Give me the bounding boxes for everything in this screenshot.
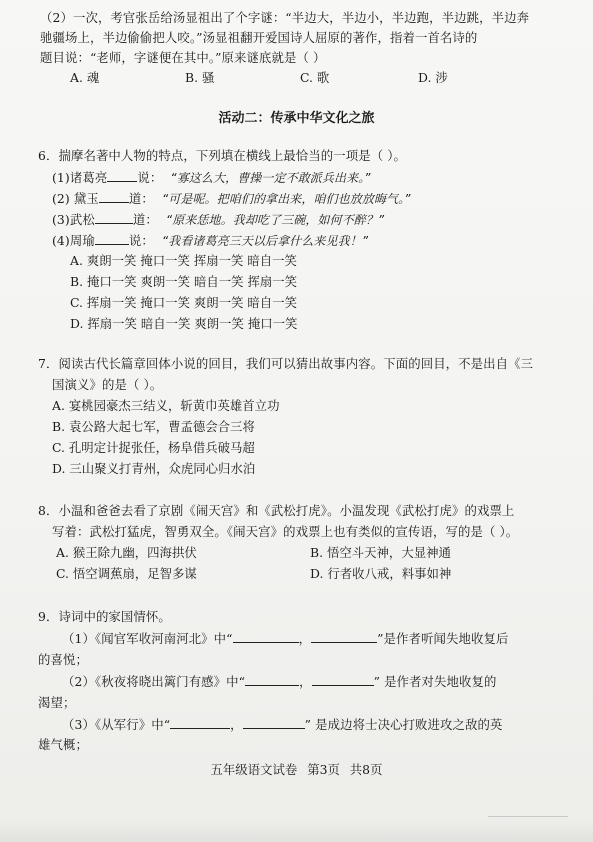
- q7-option-c: C. 孔明定计捉张任，杨阜借兵破马超: [52, 440, 255, 455]
- answer-blank[interactable]: [95, 232, 129, 245]
- q2-line-1: （2）一次，考官张岳给汤显祖出了个字谜：“半边大，半边小，半边跑，半边跳，半边奔: [40, 10, 530, 25]
- q2-option-b: B. 骚: [185, 70, 215, 85]
- q7-option-a: A. 宴桃园豪杰三结义，斩黄巾英雄首立功: [52, 398, 280, 413]
- q9-part-1: [62, 630, 508, 647]
- answer-blank[interactable]: [95, 211, 133, 224]
- q9-part3-sep: ，: [230, 717, 243, 732]
- q6-option-d: D. 挥扇一笑 暗自一笑 爽朗一笑 掩口一笑: [70, 316, 298, 331]
- q6-item-verb: 说：: [128, 233, 154, 248]
- q7-option-d: D. 三山聚义打青州，众虎同心归水泊: [52, 461, 256, 476]
- q6-item-2: [52, 190, 411, 207]
- q9-part1-sep: ，: [298, 631, 312, 646]
- q6-item-3: [52, 211, 384, 228]
- q6-option-c: C. 挥扇一笑 掩口一笑 爽朗一笑 暗自一笑: [70, 295, 297, 310]
- q7-line-2: 国演义》的是（ ）。: [52, 377, 163, 392]
- answer-blank[interactable]: [243, 716, 305, 729]
- answer-blank[interactable]: [99, 190, 129, 203]
- q9-part2-text-a: （2）《秋夜将晓出篱门有感》中“: [62, 674, 246, 689]
- q2-line-3: 题目说：“老师，字谜便在其中。”原来谜底就是（ ）: [40, 50, 326, 65]
- q8-line-1: 8．小温和爸爸去看了京剧《闹天宫》和《武松打虎》。小温发现《武松打虎》的戏票上: [38, 503, 515, 518]
- q9-part2-text-b: ” 是作者对失地收复的: [373, 674, 497, 689]
- q6-option-b: B. 掩口一笑 爽朗一笑 暗自一笑 挥扇一笑: [70, 274, 298, 289]
- q9-part2-cont: 渴望；: [38, 695, 76, 710]
- q2-option-a: A. 魂: [70, 70, 100, 85]
- q8-option-c: C. 悟空调蕉扇，足智多谋: [56, 566, 197, 581]
- q2-option-c: C. 歌: [300, 70, 330, 85]
- q6-item-verb: 道：: [132, 212, 158, 227]
- q8-option-a: A. 猴王除九幽，四海拱伏: [56, 545, 197, 560]
- q7-option-b: B. 袁公路大起七军，曹孟德会合三将: [52, 419, 255, 434]
- q6-item-quote: “寡这么大，曹操一定不敢派兵出来。”: [170, 171, 371, 185]
- q7-line-1: 7．阅读古代长篇章回体小说的回目，我们可以猜出故事内容。下面的回目，不是出自《三: [38, 356, 534, 371]
- scan-shadow: [0, 820, 593, 842]
- q9-part3-cont: 雄气概；: [38, 737, 88, 752]
- q8-option-d: D. 行者收八戒，料事如神: [310, 566, 452, 581]
- q9-part3-text-a: （3）《从军行》中“: [62, 717, 171, 732]
- q9-part-2: [62, 673, 496, 690]
- answer-blank[interactable]: [245, 673, 299, 686]
- answer-blank[interactable]: [233, 630, 299, 643]
- q6-item-prefix: (2) 黛玉: [52, 191, 99, 206]
- q9-part1-text-a: （1）《闻官军收河南河北》中“: [62, 631, 233, 646]
- page-footer: 五年级语文试卷 第3页 共8页: [210, 762, 383, 777]
- q6-item-quote: “原来恁地。我却吃了三碗，如何不醉？”: [165, 213, 385, 227]
- q9-part2-sep: ，: [299, 674, 312, 689]
- q2-line-2: 驰疆场上，半边偷偷把人咬。”汤显祖翻开爱国诗人屈原的著作，指着一首名诗的: [40, 30, 478, 45]
- q6-item-prefix: (1)诸葛亮: [52, 170, 108, 185]
- q6-item-verb: 道：: [128, 191, 154, 206]
- q6-item-quote: “可是呢。把咱们的拿出来，咱们也放放晦气。”: [161, 192, 411, 206]
- q2-option-d: D. 涉: [418, 70, 448, 85]
- q6-item-4: [52, 232, 368, 249]
- section-title: 活动二：传承中华文化之旅: [218, 111, 375, 126]
- q6-item-verb: 说：: [137, 170, 163, 185]
- q8-option-b: B. 悟空斗天神，大显神通: [310, 545, 451, 560]
- q9-part-3: [62, 716, 503, 733]
- q6-item-prefix: (4)周瑜: [52, 233, 95, 248]
- scan-artifact-line: [488, 816, 568, 817]
- q6-stem: 6．揣摩名著中人物的特点，下列填在横线上最恰当的一项是（ ）。: [38, 148, 407, 163]
- q8-line-2: 写着：武松打猛虎，智勇双全。《闹天宫》的戏票上也有类似的宣传语，写的是（ ）。: [52, 524, 519, 539]
- q9-part1-cont: 的喜悦；: [38, 652, 88, 667]
- answer-blank[interactable]: [311, 630, 377, 643]
- q6-option-a: A. 爽朗一笑 掩口一笑 挥扇一笑 暗自一笑: [70, 253, 297, 268]
- q9-stem: 9．诗词中的家国情怀。: [38, 609, 171, 624]
- q9-part3-text-b: ” 是成边将士决心打败进攻之敌的英: [304, 717, 503, 732]
- q6-item-1: [52, 169, 371, 186]
- q6-item-quote: “我看诸葛亮三天以后拿什么来见我！”: [161, 234, 369, 248]
- answer-blank[interactable]: [107, 169, 137, 182]
- q6-item-prefix: (3)武松: [52, 212, 95, 227]
- answer-blank[interactable]: [312, 673, 374, 686]
- q9-part1-text-b: ”是作者听闻失地收复后: [377, 631, 509, 646]
- answer-blank[interactable]: [170, 716, 230, 729]
